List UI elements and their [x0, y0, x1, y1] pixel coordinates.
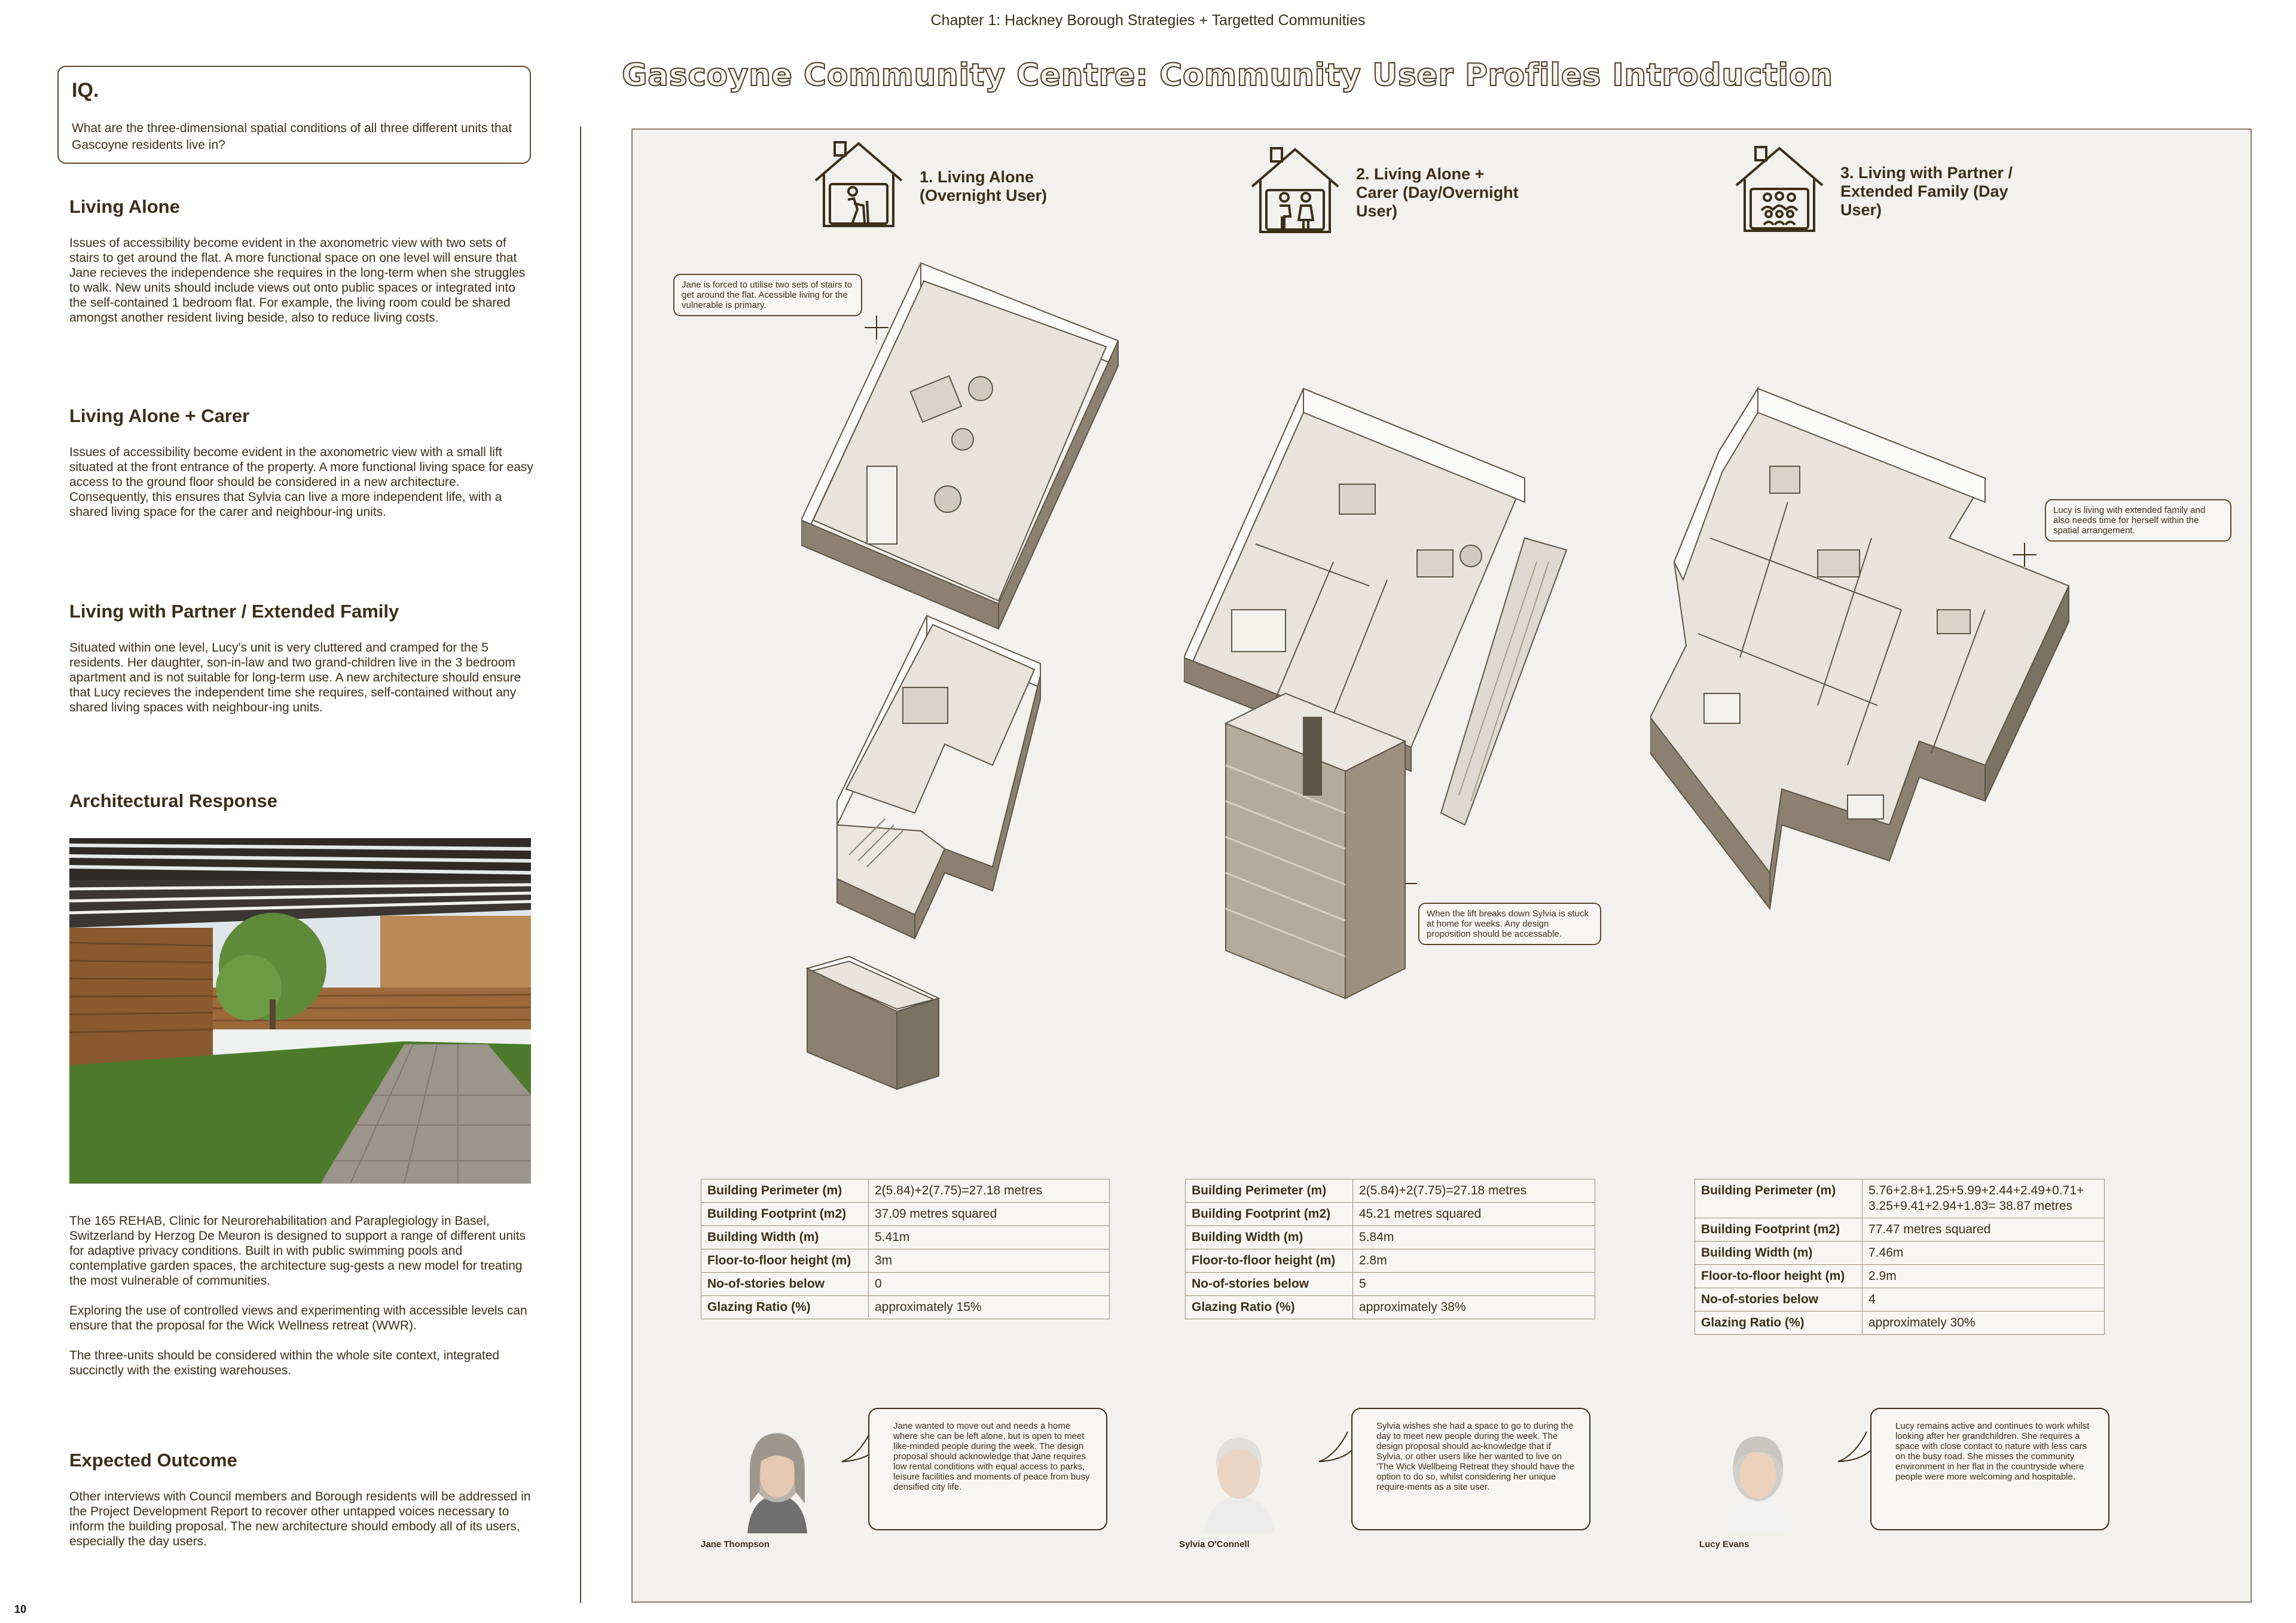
section-living-partner: [69, 601, 536, 715]
two-people-house-icon: [1247, 145, 1343, 240]
table-key: Floor-to-floor height (m): [1186, 1249, 1353, 1273]
persona-quote-bubble: Sylvia wishes she had a space to go to during the day to meet new people during the week. The design proposal should ac-knowledge that if Sylvia, or other users like her wanted to live on 'The Wick Wellbeing Retreat they should have the option to do so, whilst considering her unique require-ments as a site user.: [1351, 1408, 1590, 1530]
table-value: 3m: [869, 1249, 1110, 1273]
table-row: [1186, 1296, 1595, 1319]
table-row: [701, 1273, 1110, 1296]
unit-type-1: [811, 139, 1093, 234]
table-key: Building Footprint (m2): [701, 1203, 869, 1226]
table-value: 0: [869, 1273, 1110, 1296]
response-paragraph: The three-units should be considered within the whole site context, integrated succinctly with the existing warehouses.: [69, 1349, 500, 1377]
person-with-cane-house-icon: [811, 139, 906, 234]
table-key: Building Width (m): [1186, 1226, 1353, 1249]
table-value: approximately 15%: [869, 1296, 1110, 1319]
section-heading: Living Alone: [69, 196, 180, 217]
table-value: 5: [1353, 1273, 1595, 1296]
section-body: Issues of accessibility become evident in the axonometric view with a small lift situated at the front entrance of the property. A more functional living space for easy access to the ground floor should be considered in a new architecture. Consequently, this ensures that Sylvia can live a more independent life, with a shared living space for the carer and neighbour-ing units.: [69, 445, 533, 519]
section-living-alone: [69, 196, 536, 325]
page-title: Gascoyne Community Centre: Community User Profiles Introduction: [622, 57, 1833, 93]
iq-box: [57, 66, 531, 164]
section-heading: Expected Outcome: [69, 1450, 237, 1471]
lucy-portrait-avatar: [1704, 1426, 1812, 1533]
section-heading: Living Alone + Carer: [69, 405, 250, 426]
table-row: [1695, 1242, 2105, 1265]
table-row: [1186, 1179, 1595, 1203]
table-value: 37.09 metres squared: [869, 1203, 1110, 1226]
table-key: No-of-stories below: [1186, 1273, 1353, 1296]
callout-unit-2: When the lift breaks down Sylvia is stuck at home for weeks. Any design proposition should be accessable.: [1418, 903, 1601, 945]
response-paragraph: The 165 REHAB, Clinic for Neurorehabilitation and Paraplegiology in Basel, Switzerland by Herzog De Meuron is designed to support a range of different units for adaptive privacy conditions. Built in with public swimming pools and contemplative garden spaces, the architecture sug-gests a new model for treating the most vulnerable of communities.: [69, 1214, 526, 1288]
persona-name: Jane Thompson: [701, 1539, 770, 1549]
table-row: [1186, 1249, 1595, 1273]
section-heading: Living with Partner / Extended Family: [69, 601, 399, 622]
table-key: Glazing Ratio (%): [1695, 1312, 1863, 1335]
table-value: 4: [1863, 1288, 2105, 1312]
persona-name: Sylvia O'Connell: [1179, 1539, 1250, 1549]
table-value: 5.76+2.8+1.25+5.99+2.44+2.49+0.71+ 3.25+9.41+2.94+1.83= 38.87 metres: [1863, 1179, 2105, 1218]
spec-table-unit-2: [1185, 1179, 1595, 1319]
unit-type-label: 3. Living with Partner / Extended Family (Day User): [1840, 163, 2013, 219]
table-value: 2.8m: [1353, 1249, 1595, 1273]
axonometric-unit-3: [1650, 383, 2081, 933]
unit-type-3: [1732, 143, 2014, 239]
page-number: 10: [14, 1603, 27, 1615]
response-paragraph: Exploring the use of controlled views and experimenting with accessible levels can ensure that the proposal for the Wick Wellness retreat (WWR).: [69, 1304, 527, 1332]
sylvia-portrait-avatar: [1185, 1426, 1293, 1533]
table-value: 45.21 metres squared: [1353, 1203, 1595, 1226]
section-living-alone-carer: [69, 405, 536, 519]
persona-quote-bubble: Jane wanted to move out and needs a home where she can be left alone, but is open to meet like-minded people during the week. The design proposal should acknowledge that Jane requires low rental conditions with equal access to parks, leisure facilities and moments of peace from busy densified city life.: [868, 1408, 1107, 1530]
table-row: [1695, 1218, 2105, 1242]
table-key: No-of-stories below: [701, 1273, 869, 1296]
rehab-clinic-photo: [69, 838, 531, 1184]
table-value: 2.9m: [1863, 1265, 2105, 1288]
spec-table-unit-1: [701, 1179, 1110, 1319]
section-heading: Architectural Response: [69, 790, 277, 811]
table-row: [701, 1249, 1110, 1273]
section-body: Issues of accessibility become evident in the axonometric view with two sets of stairs to get around the flat. A more functional space on one level will ensure that Jane recieves the independence she requires in the long-term when she struggles to walk. New units should include views out onto public spaces or integrated into the self-contained 1 bedroom flat. For example, the living room could be shared amongst another resident living beside, also to reduce living costs.: [69, 236, 526, 325]
iq-question: What are the three-dimensional spatial conditions of all three different units that Gascoyne residents live in?: [72, 121, 512, 152]
unit-type-label: 2. Living Alone + Carer (Day/Overnight User): [1356, 164, 1519, 220]
unit-type-label: 1. Living Alone (Overnight User): [920, 168, 1048, 204]
table-value: 5.41m: [869, 1226, 1110, 1249]
axonometric-unit-1: [801, 257, 1124, 1094]
table-row: [701, 1226, 1110, 1249]
table-key: Floor-to-floor height (m): [701, 1249, 869, 1273]
iq-title: IQ.: [72, 79, 99, 102]
family-house-icon: [1732, 143, 1827, 239]
table-row: [1695, 1179, 2105, 1218]
table-row: [1186, 1203, 1595, 1226]
axonometric-unit-2: [1184, 383, 1578, 1010]
table-row: [701, 1203, 1110, 1226]
table-key: No-of-stories below: [1695, 1288, 1863, 1312]
table-key: Building Perimeter (m): [701, 1179, 869, 1203]
table-key: Building Footprint (m2): [1186, 1203, 1353, 1226]
table-row: [701, 1179, 1110, 1203]
section-expected-outcome: [69, 1450, 536, 1549]
table-value: approximately 38%: [1353, 1296, 1595, 1319]
table-key: Floor-to-floor height (m): [1695, 1265, 1863, 1288]
table-value: 77.47 metres squared: [1863, 1218, 2105, 1242]
column-divider: [580, 127, 581, 1603]
table-value: 2(5.84)+2(7.75)=27.18 metres: [869, 1179, 1110, 1203]
table-row: [1186, 1226, 1595, 1249]
table-key: Building Footprint (m2): [1695, 1218, 1863, 1242]
spec-table-unit-3: [1694, 1179, 2105, 1335]
section-body: Other interviews with Council members and Borough residents will be addressed in the Project Development Report to recover other untapped voices necessary to inform the building proposal. The new architecture should embody all of its users, especially the day users.: [69, 1490, 531, 1548]
table-value: 2(5.84)+2(7.75)=27.18 metres: [1353, 1179, 1595, 1203]
persona-quote-bubble: Lucy remains active and continues to work whilst looking after her grandchildren. She requires a space with close contact to nature with less cars on the busy road. She misses the community environment in her flat in the countryside where people were more welcoming and hospitable.: [1870, 1408, 2109, 1530]
section-architectural-response-heading: [69, 790, 536, 830]
speech-bubble-tail: [1318, 1432, 1354, 1468]
table-key: Building Width (m): [1695, 1242, 1863, 1265]
unit-type-2: [1247, 145, 1529, 240]
persona-name: Lucy Evans: [1699, 1539, 1750, 1549]
jane-portrait-avatar: [723, 1426, 831, 1533]
section-architectural-response-body: [69, 1214, 536, 1378]
table-value: 7.46m: [1863, 1242, 2105, 1265]
table-key: Glazing Ratio (%): [1186, 1296, 1353, 1319]
table-key: Building Perimeter (m): [1695, 1179, 1863, 1218]
table-row: [701, 1296, 1110, 1319]
callout-unit-1: Jane is forced to utilise two sets of stairs to get around the flat. Acessible living for the vulnerable is primary.: [673, 274, 862, 316]
speech-bubble-tail: [1837, 1432, 1873, 1468]
chapter-header: Chapter 1: Hackney Borough Strategies + Targetted Communities: [930, 12, 1366, 29]
section-body: Situated within one level, Lucy's unit is very cluttered and cramped for the 5 residents. Her daughter, son-in-law and two grand-children live in the 3 bedroom apartment and is not suitable for long-term use. A new architecture should ensure that Lucy recieves the independent time she requires, self-contained without any shared living spaces with neighbour-ing units.: [69, 641, 521, 714]
table-row: [1695, 1288, 2105, 1312]
table-row: [1695, 1265, 2105, 1288]
table-row: [1186, 1273, 1595, 1296]
table-key: Building Width (m): [701, 1226, 869, 1249]
table-value: approximately 30%: [1863, 1312, 2105, 1335]
table-key: Building Perimeter (m): [1186, 1179, 1353, 1203]
callout-unit-3: Lucy is living with extended family and also needs time for herself within the spatial arrangement.: [2045, 499, 2231, 542]
table-key: Glazing Ratio (%): [701, 1296, 869, 1319]
table-value: 5.84m: [1353, 1226, 1595, 1249]
table-row: [1695, 1312, 2105, 1335]
